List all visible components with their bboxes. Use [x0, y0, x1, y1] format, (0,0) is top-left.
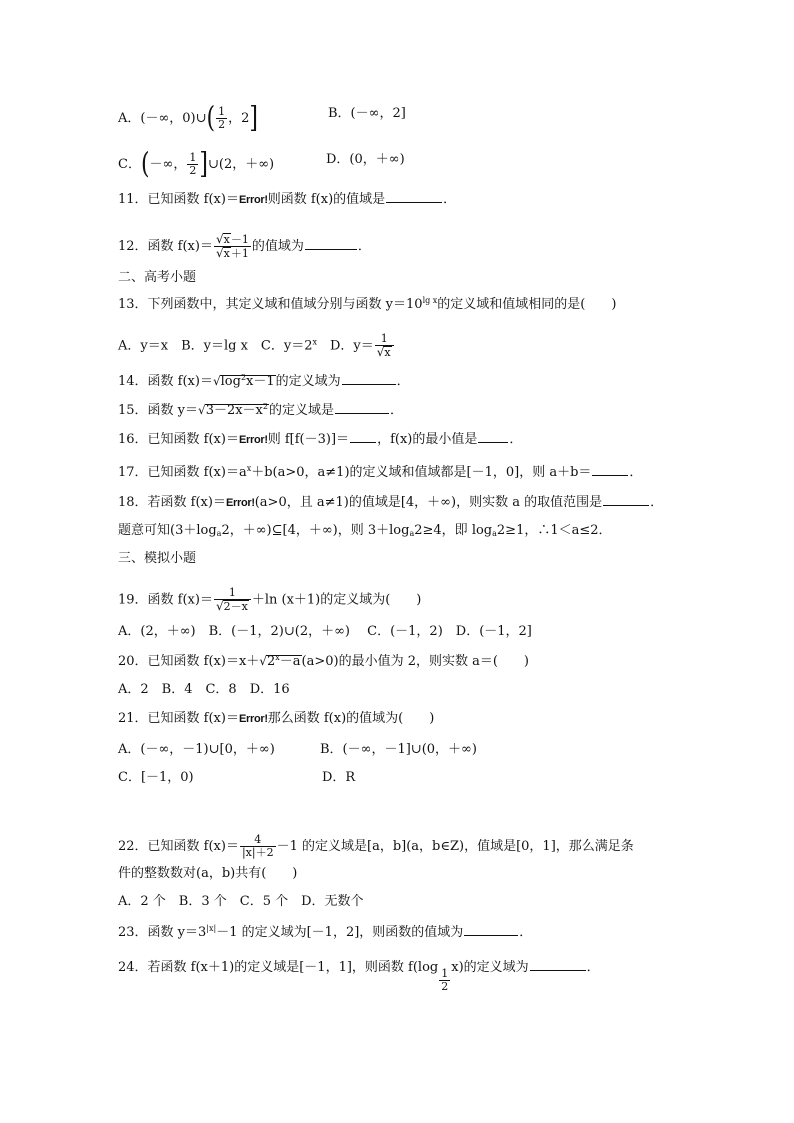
question-13-options: A．y＝x B．y＝lg x C．$y=2^x$ D．y＝ $\frac{1}{√x}$	[118, 333, 395, 359]
question-21-option-b: B．(－∞，－1]∪(0，＋∞)	[320, 742, 477, 757]
question-20: 20．已知函数 $f(x)=x+√2^x-a(a>0)$的最小值为 2，则实数 a＝( )	[118, 653, 530, 669]
question-18-hint: 题意可知($3+\log_a2$，＋∞)⊆[4，＋∞)，则 $3+\log_a2\ge 4$，即 $\log_a2\ge 1$，∴1＜a≤2．	[118, 523, 612, 538]
question-17: 17．已知函数 $f(x)=a^x+b(a>0$，a≠1)的定义域和值域都是[－1，0]，则 a＋b＝ ．	[118, 464, 643, 480]
answer-blank[interactable]	[335, 401, 389, 414]
question-13: 13．下列函数中，其定义域和值域分别与函数 $y=10^{lg x}$的定义域和值域相同的是( )	[118, 296, 617, 312]
answer-blank[interactable]	[342, 372, 396, 385]
fraction: $\frac{1}{2}$	[218, 105, 226, 131]
question-16: 16．已知函数 f(x)＝Error!则 f[f(－3)]＝ ，f(x)的最小值是 ．	[118, 432, 523, 447]
question-22: 22．已知函数 f(x)＝ $\frac{4}{|x|+2}$ －1 的定义域是[a，b](a，b∈Z)，值域是[0，1]，那么满足条	[118, 833, 634, 859]
q10-option-c: C．(－∞， $\frac{1}{2}$ ]∪(2，＋∞)	[118, 147, 275, 181]
question-21-option-c: C．[－1，0)	[118, 770, 194, 785]
question-11: 11．已知函数 f(x)＝Error!则函数 f(x)的值域是 ．	[118, 192, 457, 207]
question-21-option-a: A．(－∞，－1)∪[0，＋∞)	[118, 742, 275, 757]
question-22-options: A．2 个 B．3 个 C．5 个 D．无数个	[118, 894, 364, 909]
fraction: $\frac{1}{2}$	[189, 151, 197, 177]
answer-blank[interactable]	[350, 430, 376, 443]
question-24: 24．若函数 f(x＋1)的定义域是[－1，1]，则函数 f(log $\frac{1}{2}$ x)的定义域为 ．	[118, 960, 600, 993]
question-21: 21．已知函数 f(x)＝Error!那么函数 f(x)的值域为( )	[118, 711, 435, 726]
fraction: $\frac{1}{√x}$	[375, 333, 394, 359]
fraction: $\frac{4}{|x|+2}$	[241, 833, 274, 859]
answer-blank[interactable]	[464, 923, 518, 936]
question-12: 12．函数 f(x)＝ $\frac{√x-1}{√x+1}$ 的值域为 ．	[118, 232, 371, 260]
answer-blank[interactable]	[386, 190, 442, 203]
answer-blank[interactable]	[530, 958, 586, 971]
fraction: $\frac{1}{√2-x}$	[214, 587, 251, 613]
answer-blank[interactable]	[305, 237, 357, 250]
question-19: 19．函数 f(x)＝ $\frac{1}{√2-x}$ ＋ln (x＋1)的定义域为( )	[118, 586, 422, 613]
question-14: 14．函数 $f(x)=√\log^2x-1$的定义域为 ．	[118, 373, 410, 389]
fraction: $\frac{1}{2}$	[441, 967, 449, 993]
fraction: $\frac{√x-1}{√x+1}$	[215, 232, 249, 260]
question-23: 23．函数 $y=3^{|x|}-1$ 的定义域为[－1，2]，则函数的值域为 ．	[118, 924, 533, 940]
question-15: 15．函数 $y=√3-2x-x^2$的定义域是 ．	[118, 402, 404, 418]
question-20-options: A．2 B．4 C．8 D．16	[118, 682, 290, 697]
section-heading-2: 二、高考小题	[118, 270, 197, 285]
answer-blank[interactable]	[478, 430, 508, 443]
question-21-option-d: D．R	[322, 770, 356, 785]
question-19-options: A．(2，＋∞) B．(－1，2)∪(2，＋∞) C．(－1，2) D．(－1，2]	[118, 624, 532, 639]
q10-option-d: D．(0，＋∞)	[326, 152, 405, 167]
answer-blank[interactable]	[592, 463, 628, 476]
answer-blank[interactable]	[603, 493, 649, 506]
question-18: 18．若函数 f(x)＝Error!(a>0，且 a≠1)的值域是[4，＋∞)，则实数 a 的取值范围是 ．	[118, 495, 664, 510]
q10-option-a: A．(－∞，0)∪( $\frac{1}{2}$ ，2]	[118, 101, 258, 135]
question-22-cont: 件的整数数对(a，b)共有( )	[118, 866, 298, 881]
section-heading-3: 三、模拟小题	[118, 551, 197, 566]
q10-option-b: B．(－∞，2]	[328, 106, 406, 121]
